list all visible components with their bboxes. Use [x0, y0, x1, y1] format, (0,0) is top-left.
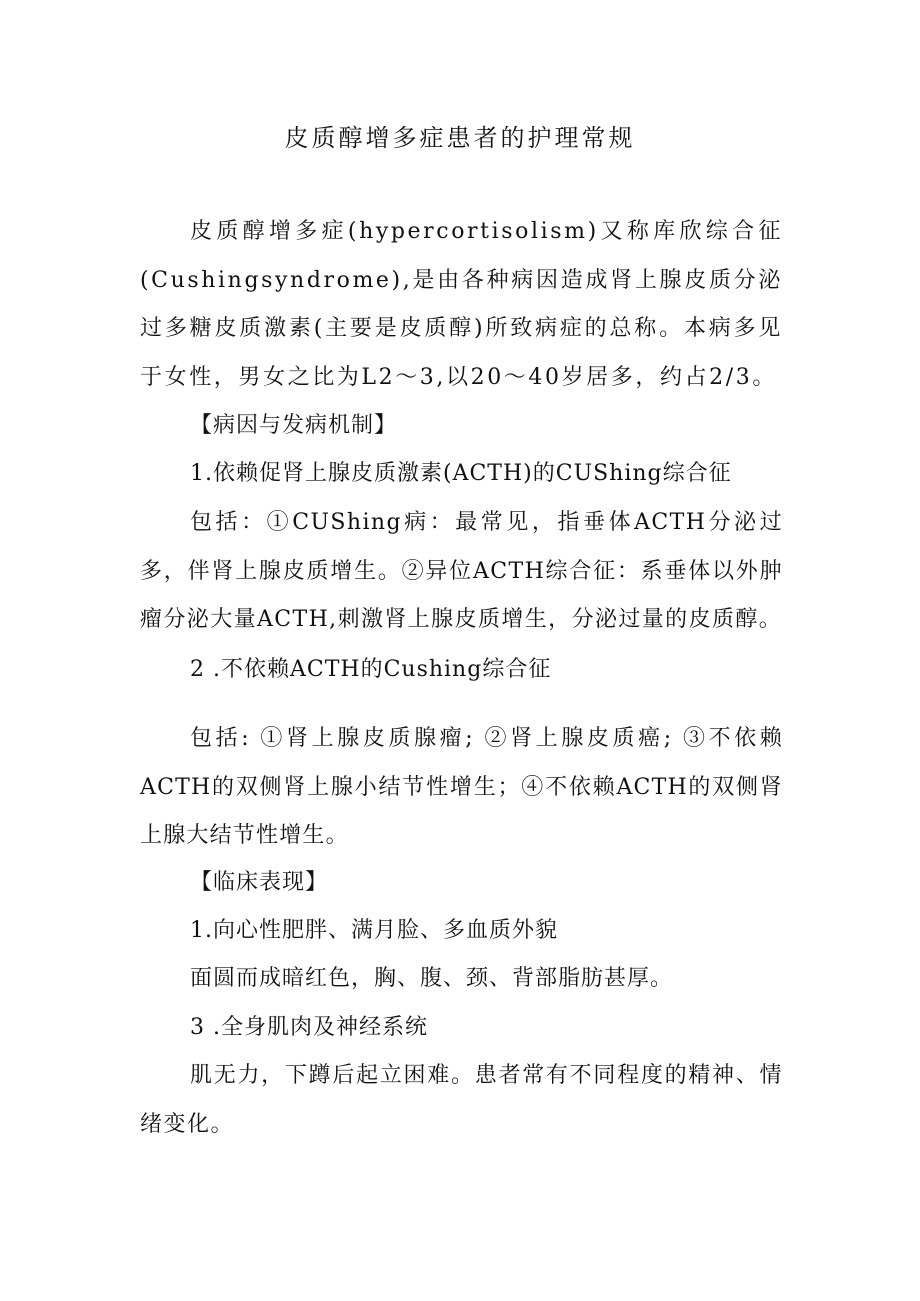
clinical-item-3-heading: 3 .全身肌肉及神经系统 — [190, 1015, 428, 1040]
section-heading-etiology: 【病因与发病机制】 — [190, 413, 398, 438]
clinical-item-1-body: 面圆而成暗红色，胸、腹、颈、背部脂肪甚厚。 — [190, 966, 674, 991]
etiology-item-1-body: 包括：①CUShing病：最常见，指垂体ACTH分泌过多，伴肾上腺皮质增生。②异位ACTH综合征：系垂体以外肿瘤分泌大量ACTH,刺激肾上腺皮质增生，分泌过量的皮质醇。 — [140, 510, 783, 632]
clinical-item-1-heading: 1.向心性肥胖、满月脸、多血质外貌 — [190, 918, 558, 943]
document-title: 皮质醇增多症患者的护理常规 — [284, 124, 636, 152]
etiology-item-2-heading: 2 .不依赖ACTH的Cushing综合征 — [190, 657, 552, 682]
etiology-item-2-body: 包括: ①肾上腺皮质腺瘤; ②肾上腺皮质癌; ③不依赖ACTH的双侧肾上腺小结节性增生；④不依赖ACTH的双侧肾上腺大结节性增生。 — [140, 726, 783, 848]
intro-paragraph: 皮质醇增多症(hypercortisolism)又称库欣综合征(Cushingsyndrome),是由各种病因造成肾上腺皮质分泌过多糖皮质激素(主要是皮质醇)所致病症的总称。本病多见于女性，男女之比为L2～3,以20～40岁居多，约占2/3。 — [140, 219, 783, 390]
section-heading-clinical: 【临床表现】 — [190, 870, 329, 895]
clinical-item-3-body: 肌无力，下蹲后起立困难。患者常有不同程度的精神、情绪变化。 — [140, 1063, 783, 1137]
etiology-item-1-heading: 1.依赖促肾上腺皮质激素(ACTH)的CUShing综合征 — [190, 461, 732, 486]
